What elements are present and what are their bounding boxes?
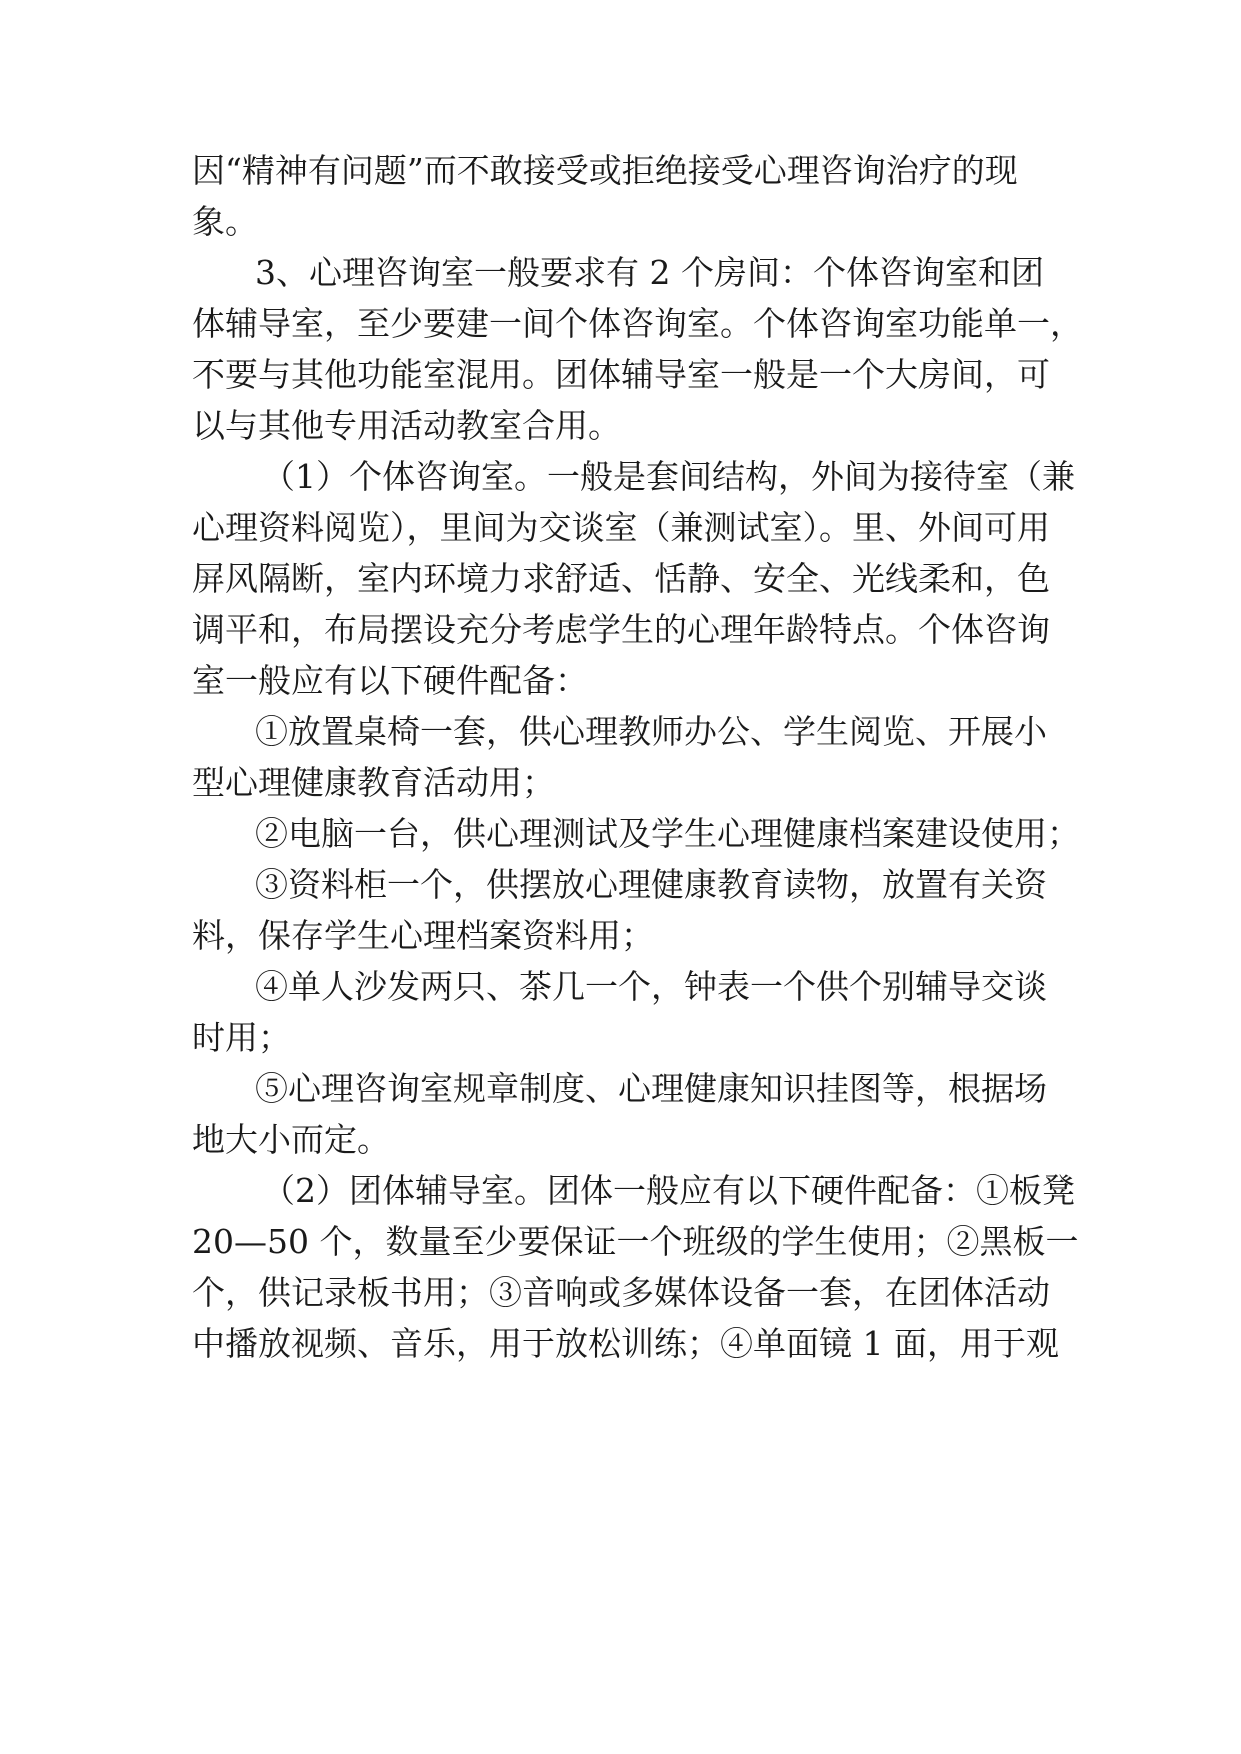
text-line: 中播放视频、音乐，用于放松训练；④单面镜 1 面，用于观 — [192, 1324, 1059, 1363]
text-line: ①放置桌椅一套，供心理教师办公、学生阅览、开展小 — [255, 712, 1047, 751]
text-line: （1）个体咨询室。一般是套间结构，外间为接待室（兼 — [262, 457, 1075, 496]
text-line: 以与其他专用活动教室合用。 — [192, 406, 621, 445]
text-line: 3、心理咨询室一般要求有 2 个房间：个体咨询室和团 — [255, 253, 1044, 292]
text-line: 调平和，布局摆设充分考虑学生的心理年龄特点。个体咨询 — [192, 610, 1050, 649]
text-line: 心理资料阅览），里间为交谈室（兼测试室）。里、外间可用 — [192, 508, 1050, 547]
text-line: ③资料柜一个，供摆放心理健康教育读物，放置有关资 — [255, 865, 1047, 904]
text-line: 时用； — [192, 1018, 291, 1057]
text-line: 体辅导室，至少要建一间个体咨询室。个体咨询室功能单一， — [192, 304, 1083, 343]
text-line: 屏风隔断，室内环境力求舒适、恬静、安全、光线柔和，色 — [192, 559, 1050, 598]
text-line: 因“精神有问题”而不敢接受或拒绝接受心理咨询治疗的现 — [192, 151, 1018, 190]
text-line: 地大小而定。 — [192, 1120, 390, 1159]
text-line: 料，保存学生心理档案资料用； — [192, 916, 654, 955]
text-line: （2）团体辅导室。团体一般应有以下硬件配备：①板凳 — [262, 1171, 1075, 1210]
text-line: 不要与其他功能室混用。团体辅导室一般是一个大房间，可 — [192, 355, 1050, 394]
text-line: 型心理健康教育活动用； — [192, 763, 555, 802]
text-line: ④单人沙发两只、茶几一个，钟表一个供个别辅导交谈 — [255, 967, 1047, 1006]
text-line: 个，供记录板书用；③音响或多媒体设备一套，在团体活动 — [192, 1273, 1050, 1312]
text-line: 象。 — [192, 202, 258, 241]
text-line: 20—50 个，数量至少要保证一个班级的学生使用；②黑板一 — [192, 1222, 1079, 1261]
text-line: 室一般应有以下硬件配备： — [192, 661, 588, 700]
text-line: ②电脑一台，供心理测试及学生心理健康档案建设使用； — [255, 814, 1080, 853]
text-line: ⑤心理咨询室规章制度、心理健康知识挂图等，根据场 — [255, 1069, 1047, 1108]
